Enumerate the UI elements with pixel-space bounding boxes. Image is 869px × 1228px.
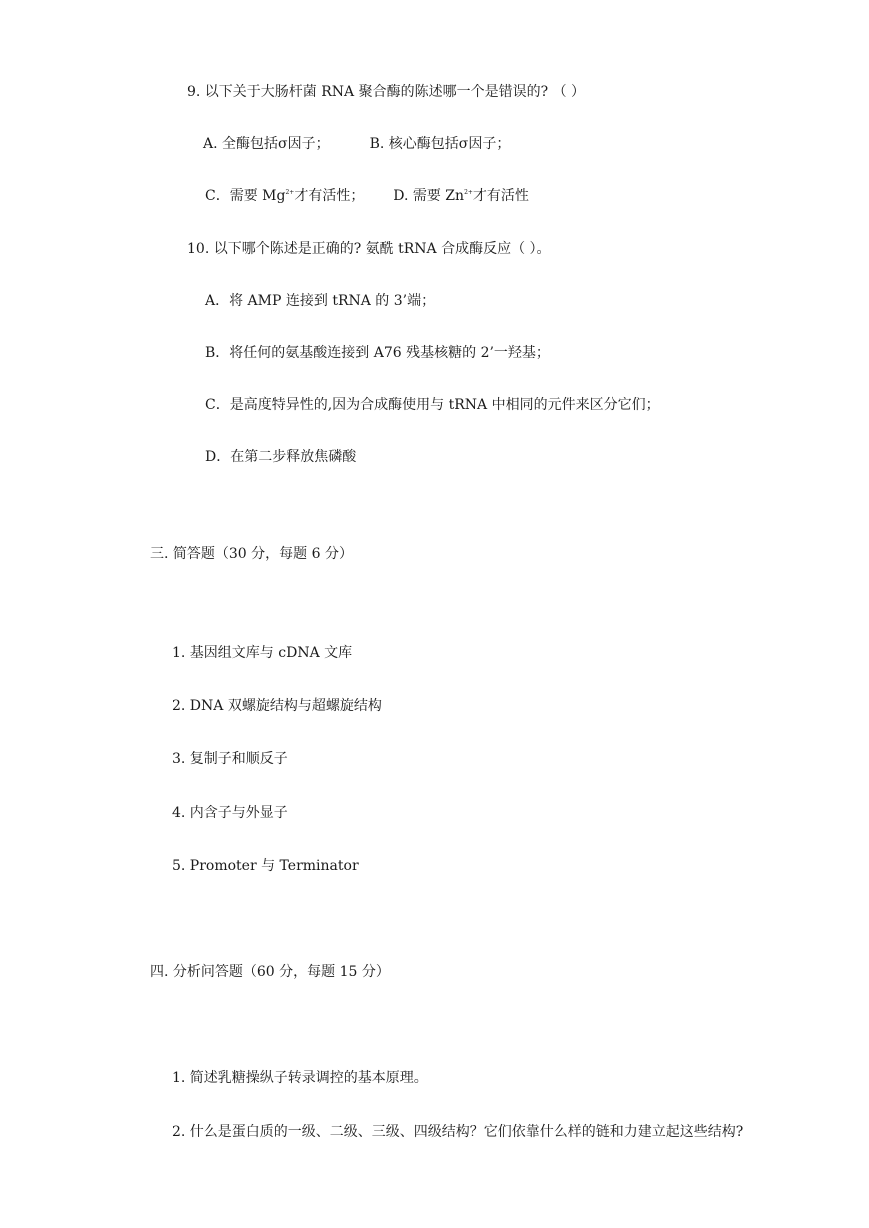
- question-10-option-a: A．将 AMP 连接到 tRNA 的 3’端；: [205, 293, 436, 309]
- section-3-heading: 三. 简答题（30 分，每题 6 分）: [150, 546, 353, 562]
- section-4-heading: 四. 分析问答题（60 分，每题 15 分）: [150, 964, 390, 980]
- question-10-stem: 10. 以下哪个陈述是正确的? 氨酰 tRNA 合成酶反应（ ）。: [187, 241, 551, 257]
- section-4-item: 2. 什么是蛋白质的一级、二级、三级、四级结构？它们依靠什么样的链和力建立起这些结构?: [172, 1124, 744, 1140]
- question-9-option-a: A. 全酶包括σ因子；: [203, 136, 330, 152]
- question-9-option-c: C．需要 $Mg^{2+}$才有活性；: [205, 188, 365, 204]
- section-4-item: 1. 简述乳糖操纵子转录调控的基本原理。: [172, 1070, 428, 1086]
- question-10-option-d: D．在第二步释放焦磷酸: [205, 449, 357, 465]
- question-9-option-b: B. 核心酶包括σ因子；: [369, 136, 511, 152]
- section-3-item: 5. Promoter 与 Terminator: [172, 858, 359, 874]
- section-3-item: 3. 复制子和顺反子: [172, 751, 288, 767]
- question-10-option-b: B．将任何的氨基酸连接到 A76 残基核糖的 2’一羟基；: [205, 345, 550, 361]
- section-3-item: 1. 基因组文库与 cDNA 文库: [172, 645, 353, 661]
- question-9-option-d: D. 需要 $Zn^{2+}$才有活性: [393, 188, 529, 204]
- section-3-item: 4. 内含子与外显子: [172, 805, 288, 821]
- question-9-stem: 9. 以下关于大肠杆菌 RNA 聚合酶的陈述哪一个是错误的? （ ）: [187, 84, 586, 100]
- question-10-option-c: C．是高度特异性的,因为合成酶使用与 tRNA 中相同的元件来区分它们；: [205, 397, 660, 413]
- question-9-options-row-1: [203, 135, 510, 153]
- section-3-item: 2. DNA 双螺旋结构与超螺旋结构: [172, 698, 382, 714]
- question-9-options-row-2: [205, 187, 529, 205]
